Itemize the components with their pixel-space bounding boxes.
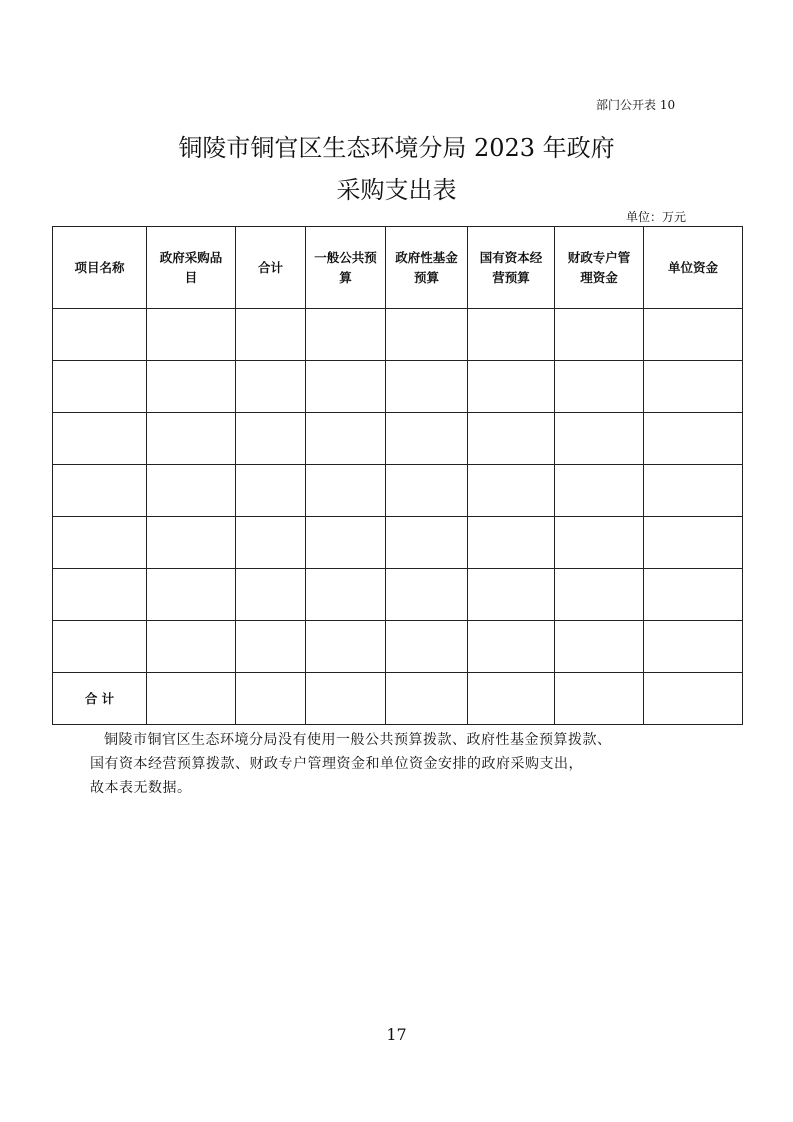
table-cell (555, 517, 644, 569)
table-cell (236, 309, 306, 361)
table-row (53, 309, 743, 361)
table-cell (147, 309, 236, 361)
procurement-expenditure-table (52, 226, 743, 725)
column-header-procurement-item: 政府采购品目 (147, 227, 236, 309)
table-cell (147, 621, 236, 673)
table-cell (147, 517, 236, 569)
table-cell (644, 361, 743, 413)
column-header-special-account-funds: 财政专户管理资金 (555, 227, 644, 309)
table-cell (386, 621, 468, 673)
table-cell (644, 465, 743, 517)
note-line-1: 铜陵市铜官区生态环境分局没有使用一般公共预算拨款、政府性基金预算拨款、 (104, 732, 612, 748)
column-header-project-name: 项目名称 (53, 227, 147, 309)
table-cell (555, 621, 644, 673)
table-cell (555, 465, 644, 517)
total-label-cell: 合 计 (53, 673, 147, 725)
table-cell (386, 309, 468, 361)
note-line-3: 故本表无数据。 (90, 780, 192, 796)
table-cell (644, 673, 743, 725)
table-row (53, 465, 743, 517)
table-cell (236, 569, 306, 621)
table-cell (236, 517, 306, 569)
table-cell (468, 465, 555, 517)
table-cell (53, 361, 147, 413)
table-cell (555, 309, 644, 361)
table-cell (147, 465, 236, 517)
column-header-unit-funds: 单位资金 (644, 227, 743, 309)
page-title-line-2: 采购支出表 (336, 176, 457, 204)
table-header-row (53, 227, 743, 309)
column-header-state-capital-budget: 国有资本经营预算 (468, 227, 555, 309)
table-row (53, 413, 743, 465)
table-cell (306, 569, 386, 621)
table-cell (468, 517, 555, 569)
table-cell (644, 621, 743, 673)
column-header-government-fund-budget: 政府性基金预算 (386, 227, 468, 309)
table-cell (236, 361, 306, 413)
table-cell (236, 413, 306, 465)
table-cell (147, 413, 236, 465)
table-cell (53, 621, 147, 673)
table-cell (386, 673, 468, 725)
table-cell (555, 413, 644, 465)
table-cell (147, 361, 236, 413)
table-cell (468, 309, 555, 361)
note-line-2: 国有资本经营预算拨款、财政专户管理资金和单位资金安排的政府采购支出， (90, 756, 583, 772)
table-cell (644, 569, 743, 621)
table-cell (468, 361, 555, 413)
table-cell (644, 517, 743, 569)
table-cell (53, 413, 147, 465)
table-cell (306, 465, 386, 517)
document-number-label: 部门公开表 10 (596, 98, 676, 112)
table-cell (53, 517, 147, 569)
table-cell (306, 361, 386, 413)
table-cell (468, 621, 555, 673)
column-header-general-budget: 一般公共预算 (306, 227, 386, 309)
explanatory-note (90, 728, 730, 800)
table-total-row (53, 673, 743, 725)
table-cell (147, 673, 236, 725)
page-number: 17 (386, 1025, 407, 1044)
table-cell (53, 309, 147, 361)
table-cell (386, 517, 468, 569)
table-cell (236, 621, 306, 673)
table-cell (236, 673, 306, 725)
table-row (53, 517, 743, 569)
table-cell (386, 413, 468, 465)
table-cell (147, 569, 236, 621)
table-cell (236, 465, 306, 517)
table-cell (306, 309, 386, 361)
table-cell (53, 465, 147, 517)
table-cell (306, 673, 386, 725)
table-cell (555, 361, 644, 413)
table-cell (555, 569, 644, 621)
table-row (53, 361, 743, 413)
unit-label: 单位：万元 (626, 210, 687, 224)
table-cell (555, 673, 644, 725)
table-row (53, 621, 743, 673)
table-cell (306, 517, 386, 569)
column-header-total: 合计 (236, 227, 306, 309)
table-cell (644, 309, 743, 361)
table-cell (386, 465, 468, 517)
page-title-line-1: 铜陵市铜官区生态环境分局 2023 年政府 (178, 134, 615, 162)
table-cell (644, 413, 743, 465)
table-cell (386, 361, 468, 413)
table-cell (306, 413, 386, 465)
table-cell (468, 413, 555, 465)
table-cell (468, 673, 555, 725)
table-cell (386, 569, 468, 621)
table-cell (306, 621, 386, 673)
table-row (53, 569, 743, 621)
table-cell (468, 569, 555, 621)
table-cell (53, 569, 147, 621)
